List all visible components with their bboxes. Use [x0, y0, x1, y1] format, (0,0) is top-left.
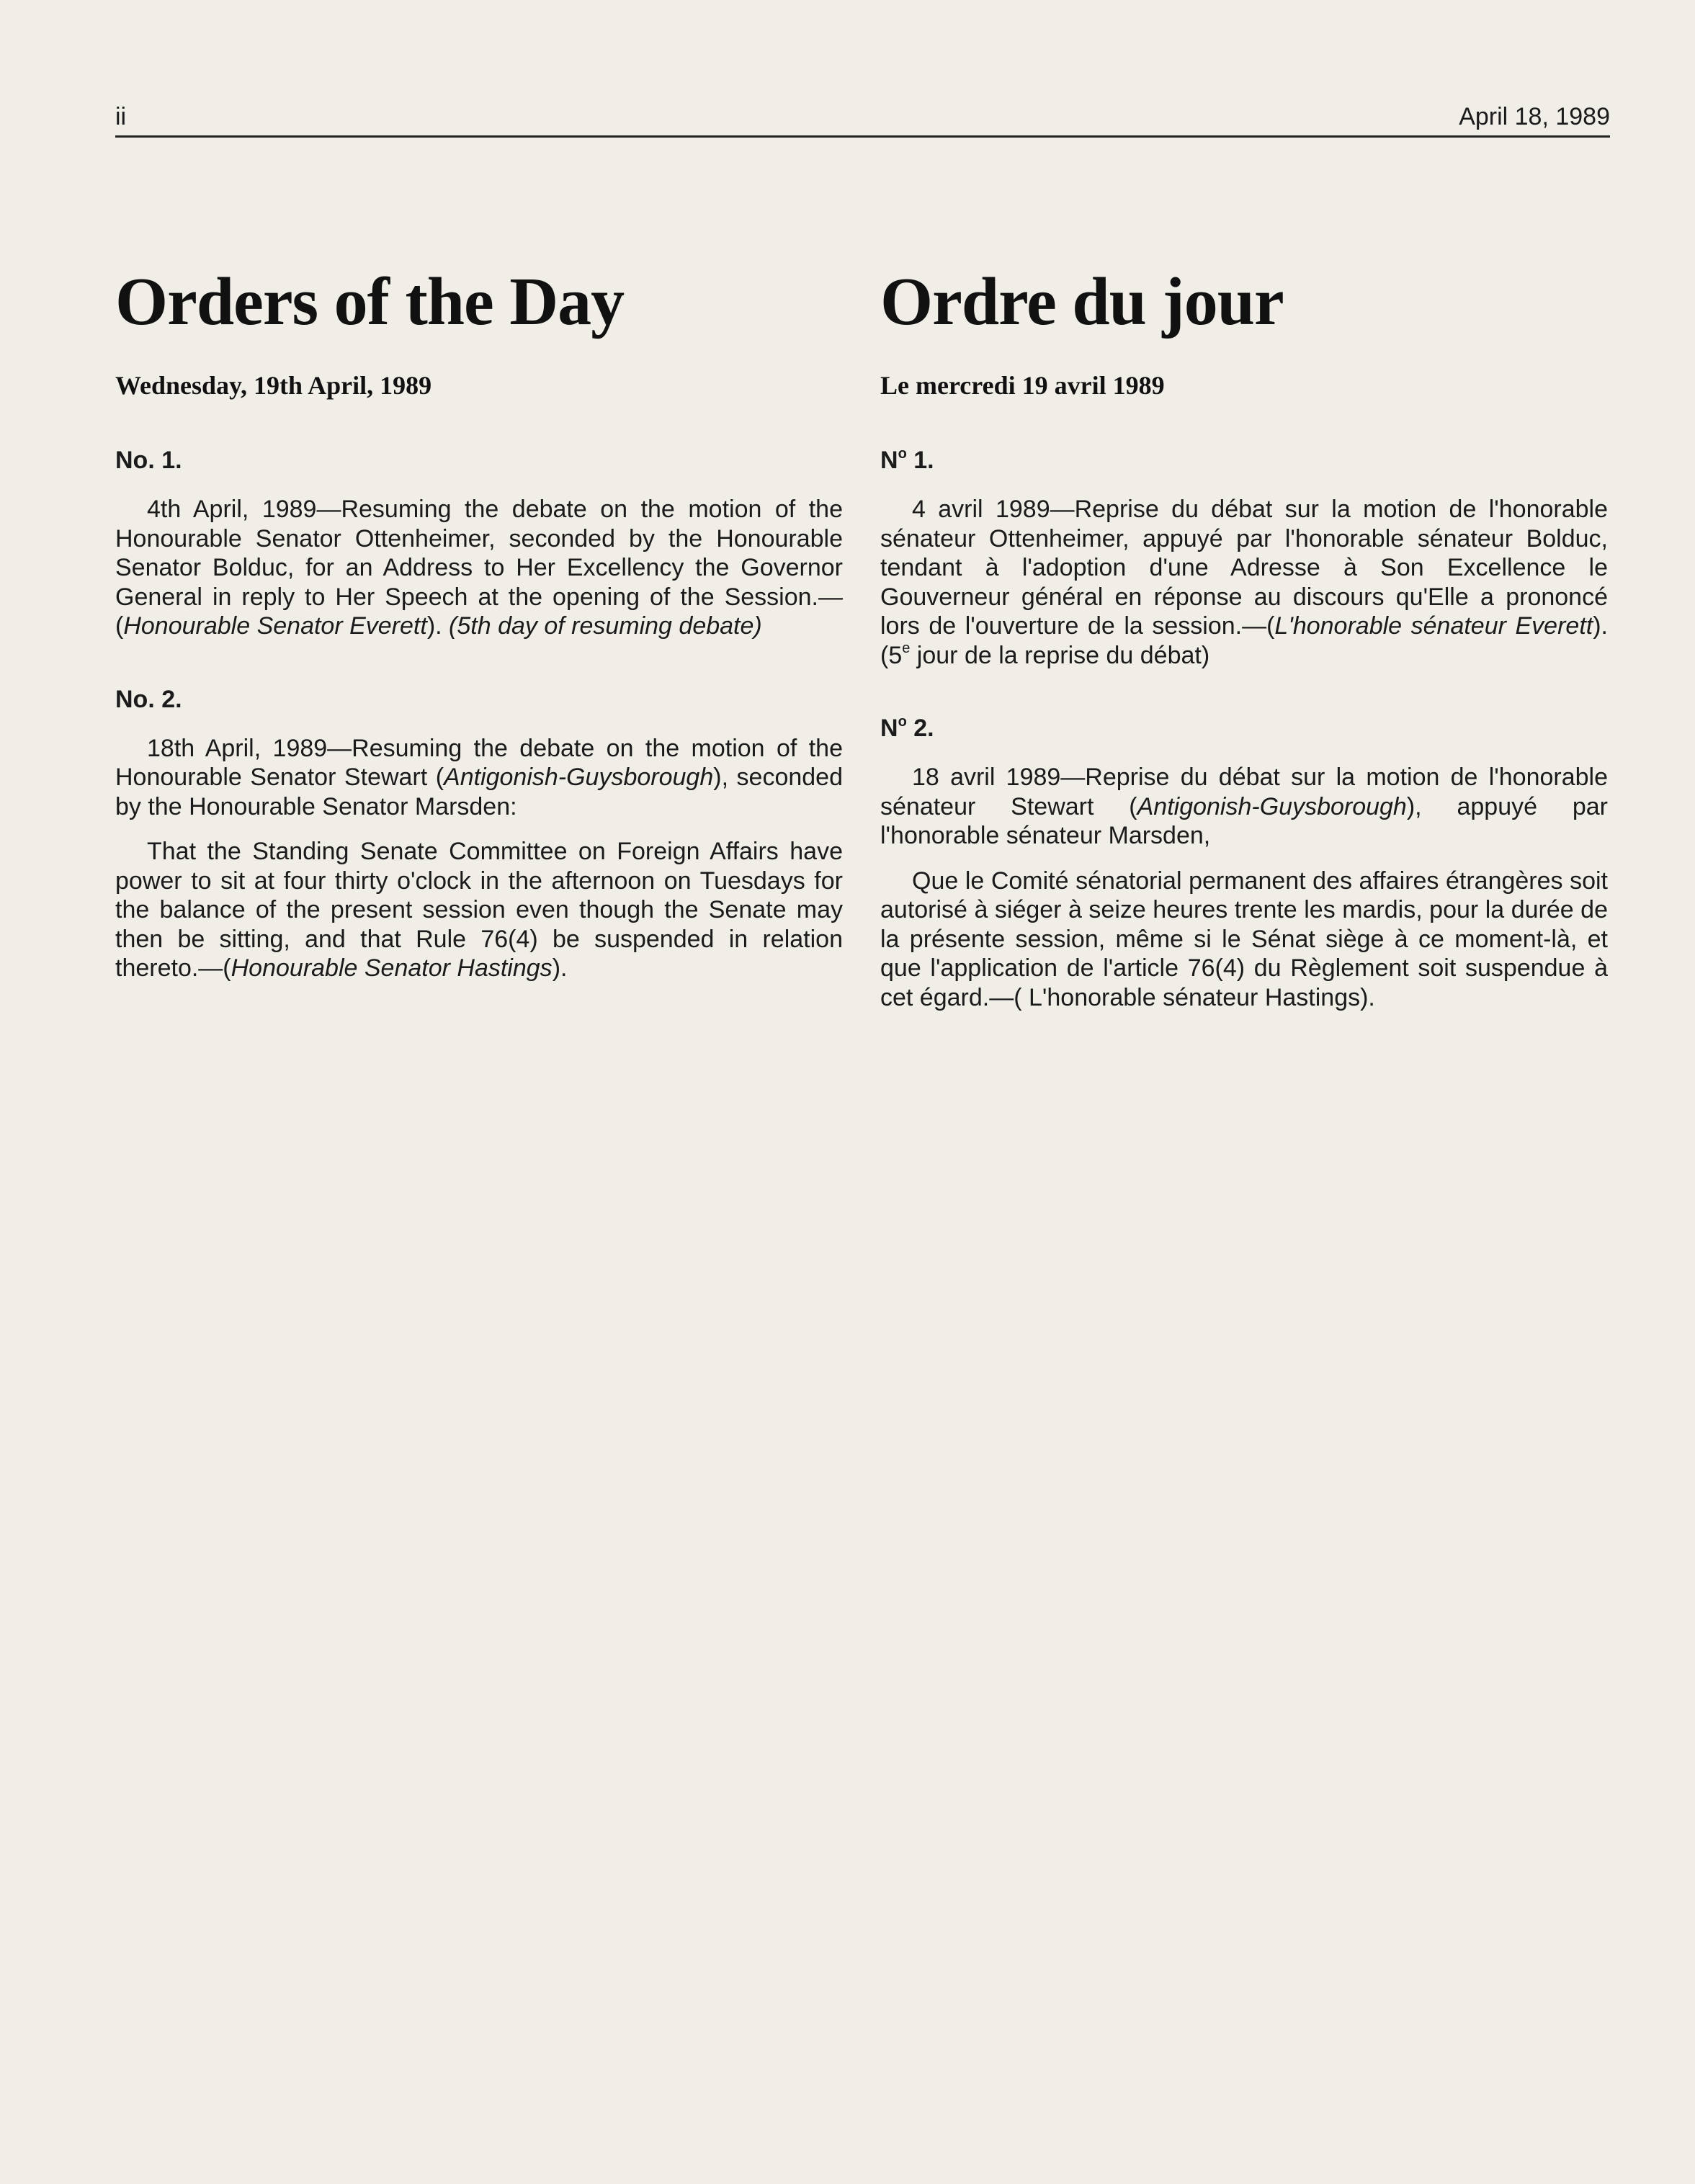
- english-item-2-text: 18th April, 1989—Resuming the debate on the motion of the Honourable Senator Stewart (Antigonish-Guysborough), seconded by the Honourable Senator Marsden:: [115, 734, 843, 820]
- french-item-2-number: $N^o$ 2.: [880, 714, 934, 742]
- french-item-2-text: 18 avril 1989—Reprise du débat sur la motion de l'honorable sénateur Stewart (Antigonish-Guysborough), appuyé par l'honorable sénateur Marsden,: [880, 764, 1608, 849]
- french-item-1-number: $N^o$ 1.: [880, 446, 934, 474]
- french-item-1-text: 4 avril 1989—Reprise du débat sur la motion de l'honorable sénateur Ottenheimer, appuyé par l'honorable sénateur Bolduc, tendant à l'adoption d'une Adresse à Son Excellence le Gouverneur général en réponse au discours qu'Elle a prononcé lors de l'ouverture de la session.—(L'honorable sénateur Everett). (5e jour de la reprise du débat): [880, 496, 1608, 669]
- french-column: [880, 264, 1608, 1012]
- running-header: [115, 101, 1610, 138]
- english-column: [115, 264, 843, 983]
- page-folio: ii: [115, 103, 127, 130]
- french-title: Ordre du jour: [880, 264, 1284, 339]
- french-item-2-motion: Que le Comité sénatorial permanent des affaires étrangères soit autorisé à siéger à seize heures trente les mardis, pour la durée de la présente session, même si le Sénat siège à ce moment-là, et que l'application de l'article 76(4) du Règlement soit suspendue à cet égard.—( L'honorable sénateur Hastings).: [880, 867, 1608, 1011]
- english-item-1-number: No. 1.: [115, 447, 182, 474]
- english-item-1-text: 4th April, 1989—Resuming the debate on the motion of the Honourable Senator Ottenheimer, seconded by the Honourable Senator Bolduc, for an Address to Her Excellency the Governor General in reply to Her Speech at the opening of the Session.—(Honourable Senator Everett). (5th day of resuming debate): [115, 496, 843, 640]
- english-item-2-number: No. 2.: [115, 685, 182, 713]
- french-date-line: Le mercredi 19 avril 1989: [880, 371, 1165, 400]
- english-title: Orders of the Day: [115, 264, 625, 339]
- english-date-line: Wednesday, 19th April, 1989: [115, 371, 432, 400]
- english-item-2-motion: That the Standing Senate Committee on Foreign Affairs have power to sit at four thirty o'clock in the afternoon on Tuesdays for the balance of the present session even though the Senate may then be sitting, and that Rule 76(4) be suspended in relation thereto.—(Honourable Senator Hastings).: [115, 838, 843, 982]
- header-date: April 18, 1989: [1459, 103, 1610, 130]
